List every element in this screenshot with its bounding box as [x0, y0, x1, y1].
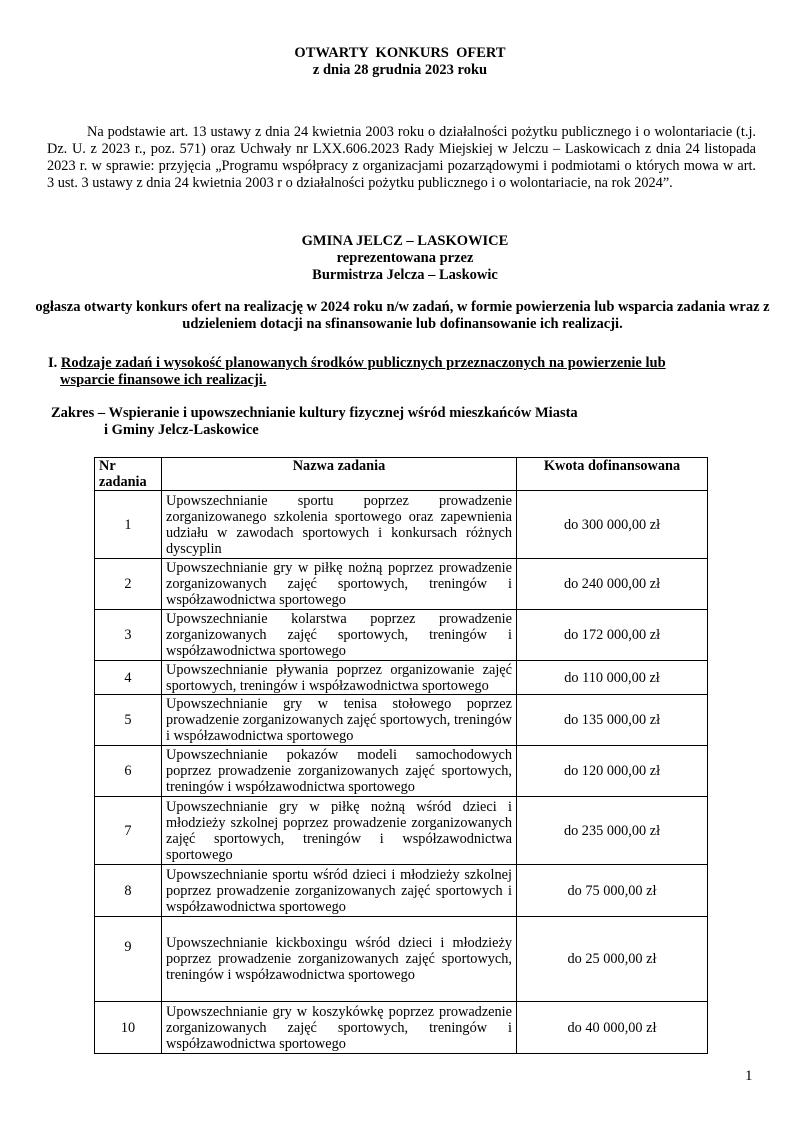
- section-one-prefix: I.: [48, 355, 58, 371]
- row-name: Upowszechnianie kolarstwa poprzez prowadzenie zorganizowanych zajęć sportowych, treningów i współzawodnictwa sportowego: [162, 610, 517, 661]
- gmina-represented: reprezentowana przez: [336, 250, 474, 266]
- table-row: [95, 491, 708, 559]
- row-amount: do 240 000,00 zł: [517, 559, 708, 610]
- row-amount: do 120 000,00 zł: [517, 746, 708, 797]
- row-name: Upowszechnianie sportu wśród dzieci i młodzieży szkolnej poprzez prowadzenie zorganizowanych zajęć sportowych i współzawodnictwa sportowego: [162, 865, 517, 917]
- row-name: Upowszechnianie pływania poprzez organizowanie zajęć sportowych, treningów i współzawodnictwa sportowego: [162, 661, 517, 695]
- table-header-row: [95, 458, 708, 491]
- row-name: Upowszechnianie sportu poprzez prowadzenie zorganizowanego szkolenia sportowego oraz zapewnienia udziału w zawodach sportowych i konkursach różnych dyscyplin: [162, 491, 517, 559]
- table-row: [95, 797, 708, 865]
- announcement: ogłasza otwarty konkurs ofert na realizację w 2024 roku n/w zadań, w formie powierzenia lub wsparcia zadania wraz z udzieleniem dotacji na sfinansowanie lub dofinansowanie ich realizacji.: [35, 299, 770, 332]
- tasks-table: [94, 457, 708, 1054]
- row-nr: 1: [95, 491, 162, 559]
- row-nr: 10: [95, 1002, 162, 1054]
- table-row: [95, 1002, 708, 1054]
- row-nr: 7: [95, 797, 162, 865]
- row-name: Upowszechnianie gry w piłkę nożną wśród dzieci i młodzieży szkolnej poprzez prowadzenie zorganizowanych zajęć sportowych, treningów i współzawodnictwa sportowego: [162, 797, 517, 865]
- scope-line2: i Gminy Jelcz-Laskowice: [104, 422, 259, 438]
- intro-paragraph: Na podstawie art. 13 ustawy z dnia 24 kwietnia 2003 roku o działalności pożytku publicznego i o wolontariacie (t.j. Dz. U. z 2023 r., poz. 571) oraz Uchwały nr LXX.606.2023 Rady Miejskiej w Jelczu – Laskowicach z dnia 24 listopada 2023 r. w sprawie: przyjęcia „Programu współpracy z organizacjami pozarządowymi i podmiotami o których mowa w art. 3 ust. 3 ustawy z dnia 24 kwietnia 2003 r o działalności pożytku publicznego i o wolontariacie, na rok 2024”.: [47, 124, 756, 191]
- row-name: Upowszechnianie gry w tenisa stołowego poprzez prowadzenie zorganizowanych zajęć sportowych, treningów i współzawodnictwa sportowego: [162, 695, 517, 746]
- header-name: Nazwa zadania: [162, 458, 517, 491]
- row-nr: 6: [95, 746, 162, 797]
- gmina-mayor: Burmistrza Jelcza – Laskowic: [312, 267, 498, 283]
- row-amount: do 235 000,00 zł: [517, 797, 708, 865]
- row-amount: do 135 000,00 zł: [517, 695, 708, 746]
- document-date: z dnia 28 grudnia 2023 roku: [312, 62, 488, 78]
- row-nr: 8: [95, 865, 162, 917]
- table-row: [95, 695, 708, 746]
- table-row: [95, 610, 708, 661]
- row-amount: do 300 000,00 zł: [517, 491, 708, 559]
- row-amount: do 40 000,00 zł: [517, 1002, 708, 1054]
- table-row: [95, 661, 708, 695]
- section-one-line2: wsparcie finansowe ich realizacji.: [60, 372, 267, 388]
- scope-heading: [51, 405, 751, 439]
- table-row: [95, 917, 708, 1002]
- row-amount: do 75 000,00 zł: [517, 865, 708, 917]
- row-nr: 4: [95, 661, 162, 695]
- row-nr: 9: [95, 917, 162, 1002]
- table-row: [95, 559, 708, 610]
- title-block: [0, 45, 800, 79]
- scope-line1: Zakres – Wspieranie i upowszechnianie kultury fizycznej wśród mieszkańców Miasta: [51, 405, 578, 421]
- table-row: [95, 865, 708, 917]
- row-nr: 3: [95, 610, 162, 661]
- page-number: 1: [745, 1068, 753, 1084]
- table-row: [95, 746, 708, 797]
- gmina-name: GMINA JELCZ – LASKOWICE: [301, 233, 509, 249]
- section-one-heading: [48, 355, 748, 389]
- row-name: Upowszechnianie gry w koszykówkę poprzez prowadzenie zorganizowanych zajęć sportowych, treningów i współzawodnictwa sportowego: [162, 1002, 517, 1054]
- header-nr: Nr zadania: [95, 458, 162, 491]
- section-one-line1: Rodzaje zadań i wysokość planowanych środków publicznych przeznaczonych na powierzenie lub: [60, 355, 666, 371]
- header-amount: Kwota dofinansowana: [517, 458, 708, 491]
- row-name: Upowszechnianie kickboxingu wśród dzieci i młodzieży poprzez prowadzenie zorganizowanych zajęć sportowych, treningów i współzawodnictwa sportowego: [162, 917, 517, 1002]
- row-amount: do 110 000,00 zł: [517, 661, 708, 695]
- gmina-block: [0, 233, 800, 284]
- row-amount: do 172 000,00 zł: [517, 610, 708, 661]
- row-nr: 5: [95, 695, 162, 746]
- row-name: Upowszechnianie pokazów modeli samochodowych poprzez prowadzenie zorganizowanych zajęć sportowych, treningów i współzawodnictwa sportowego: [162, 746, 517, 797]
- row-name: Upowszechnianie gry w piłkę nożną poprzez prowadzenie zorganizowanych zajęć sportowych, treningów i współzawodnictwa sportowego: [162, 559, 517, 610]
- row-nr: 2: [95, 559, 162, 610]
- row-amount: do 25 000,00 zł: [517, 917, 708, 1002]
- document-title: OTWARTY KONKURS OFERT: [294, 45, 506, 61]
